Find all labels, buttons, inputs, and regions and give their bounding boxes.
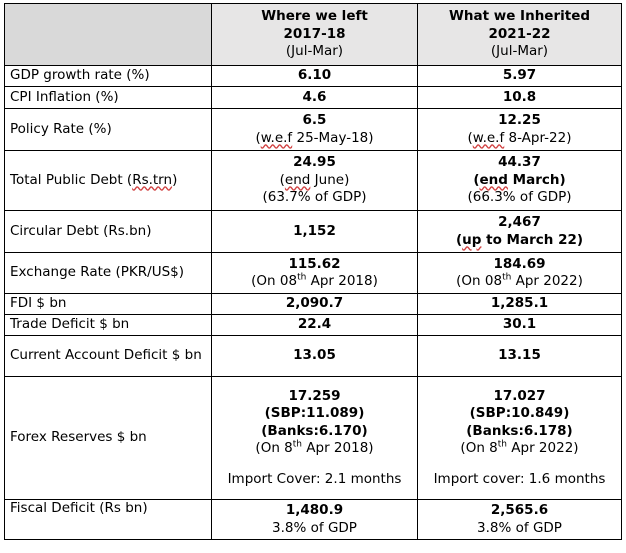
cell-2017-18 [212, 294, 418, 315]
cell-2021-22 [418, 315, 622, 336]
fx-date: Apr 2022) [511, 273, 583, 289]
fdi-value-2021-22: 1,285.1 [490, 295, 549, 312]
table-row-current-account [5, 336, 622, 377]
debt-label-a: Total Public Debt ( [10, 171, 133, 188]
row-label: Policy Rate (%) [5, 109, 212, 151]
table-row-exchange-rate [5, 253, 622, 294]
policy-value-2017-18: 6.5 [302, 112, 327, 128]
reserves-date: Apr 2018) [302, 440, 374, 457]
cell-2017-18 [212, 315, 418, 336]
cell-2017-18 [212, 66, 418, 87]
row-label: Exchange Rate (PKR/US$) [5, 253, 212, 294]
reserves-on: (On 8 [255, 440, 293, 457]
cell-2017-18 [212, 211, 418, 253]
policy-note-2021-22: (w.e.f 8-Apr-22) [467, 129, 572, 146]
debt-pct-2021-22: (66.3% of GDP) [467, 189, 572, 206]
header-col2-period: (Jul-Mar) [490, 43, 549, 60]
fiscal-value-2017-18: 1,480.9 [285, 502, 344, 518]
reserves-banks-2017-18: (Banks:6.170) [261, 422, 368, 439]
debt-end-month: June [310, 171, 345, 188]
reserves-sbp-2021-22: (SBP:10.849) [469, 405, 570, 422]
cell-2017-18 [212, 377, 418, 500]
header-col1-year: 2017-18 [283, 25, 346, 42]
cell-2021-22 [418, 377, 622, 500]
reserves-value-2021-22: 17.027 [493, 387, 546, 404]
cad-value-2021-22: 13.15 [498, 347, 541, 364]
fx-date: Apr 2018) [306, 273, 378, 289]
circular-value-2017-18: 1,152 [293, 222, 336, 239]
debt-pct-2017-18: (63.7% of GDP) [262, 189, 367, 206]
fx-sup: th [297, 272, 307, 283]
circular-value-2021-22: 2,467 [498, 214, 541, 230]
policy-value-2021-22: 12.25 [498, 112, 541, 128]
cell-2021-22 [418, 253, 622, 294]
cpi-value-2021-22: 10.8 [502, 88, 537, 105]
policy-note-date: 8-Apr-22 [504, 129, 567, 146]
cell-2021-22 [418, 336, 622, 377]
header-col-2017-18 [212, 4, 418, 66]
header-col2-year: 2021-22 [488, 25, 551, 42]
cell-2017-18 [212, 87, 418, 109]
reserves-value-2017-18: 17.259 [288, 387, 341, 404]
table-row-trade-deficit [5, 315, 622, 336]
row-label: CPI Inflation (%) [5, 87, 212, 109]
cpi-value-2017-18: 4.6 [302, 88, 327, 105]
fdi-value-2017-18: 2,090.7 [285, 295, 344, 312]
reserves-date-2021-22 [423, 440, 616, 458]
debt-period-2017-18: (end June) [279, 171, 350, 188]
cad-value-2017-18: 13.05 [293, 347, 336, 364]
table-row-cpi [5, 87, 622, 109]
debt-period-2021-22: (end March) [473, 171, 566, 188]
cell-2021-22 [418, 500, 622, 540]
row-label: Circular Debt (Rs.bn) [5, 211, 212, 253]
fiscal-pct-2021-22: 3.8% of GDP [477, 519, 562, 536]
header-blank-cell [5, 4, 212, 66]
debt-label-c: ) [172, 171, 178, 188]
import-cover-2017-18: Import Cover: 2.1 months [227, 470, 402, 487]
fx-value-2021-22: 184.69 [493, 255, 546, 272]
cell-2017-18 [212, 151, 418, 211]
table-row-fdi [5, 294, 622, 315]
policy-note-date: 25-May-18 [292, 129, 369, 146]
fx-sup: th [502, 272, 512, 283]
fiscal-pct-2017-18: 3.8% of GDP [272, 519, 357, 536]
cell-2017-18 [212, 109, 418, 151]
cell-2021-22 [418, 151, 622, 211]
fx-value-2017-18: 115.62 [288, 255, 341, 272]
table-row-forex-reserves [5, 377, 622, 500]
header-row [5, 4, 622, 66]
fx-on: (On 08 [251, 273, 298, 289]
reserves-sbp-2017-18: (SBP:11.089) [264, 405, 365, 422]
cell-2021-22 [418, 211, 622, 253]
reserves-sup: th [292, 439, 302, 450]
circular-up-rest: to March 22 [481, 231, 577, 248]
fx-on: (On 08 [456, 273, 503, 289]
gdp-value-2017-18: 6.10 [297, 67, 332, 84]
reserves-on: (On 8 [460, 440, 498, 457]
debt-value-2017-18: 24.95 [293, 154, 336, 171]
policy-note-prefix: w.e.f [472, 129, 505, 146]
cell-2021-22 [418, 66, 622, 87]
table-row-circular-debt [5, 211, 622, 253]
import-cover-2021-22: Import cover: 1.6 months [433, 470, 606, 487]
debt-end-word: end [284, 171, 311, 188]
cell-2017-18 [212, 253, 418, 294]
reserves-date-2017-18 [217, 440, 412, 458]
table-row-policy-rate [5, 109, 622, 151]
cell-2021-22 [418, 109, 622, 151]
row-label [5, 151, 212, 211]
debt-value-2021-22: 44.37 [498, 154, 541, 171]
cell-2021-22 [418, 294, 622, 315]
fx-date-2021-22 [423, 273, 616, 291]
row-label: GDP growth rate (%) [5, 66, 212, 87]
policy-note-2017-18: (w.e.f 25-May-18) [255, 129, 374, 146]
policy-note-prefix: w.e.f [260, 129, 293, 146]
row-label: Current Account Deficit $ bn [5, 336, 212, 377]
comparison-table [4, 3, 622, 540]
reserves-date: Apr 2022) [507, 440, 579, 457]
row-label: FDI $ bn [5, 294, 212, 315]
trade-value-2021-22: 30.1 [502, 316, 537, 333]
header-col-2021-22 [418, 4, 622, 66]
header-col1-period: (Jul-Mar) [285, 43, 344, 60]
cell-2017-18 [212, 500, 418, 540]
fx-date-2017-18 [217, 273, 412, 291]
table-row-public-debt [5, 151, 622, 211]
row-label: Fiscal Deficit (Rs bn) [5, 500, 212, 540]
header-col2-title: What we Inherited [448, 8, 591, 25]
cell-2021-22 [418, 87, 622, 109]
debt-end-month: March [507, 171, 560, 188]
table-row-fiscal-deficit [5, 500, 622, 540]
reserves-banks-2021-22: (Banks:6.178) [466, 422, 573, 439]
cell-2017-18 [212, 336, 418, 377]
table-row-gdp [5, 66, 622, 87]
reserves-sup: th [497, 439, 507, 450]
circular-up-word: up [462, 231, 482, 248]
circular-period-2021-22: (up to March 22) [455, 231, 584, 248]
fiscal-value-2021-22: 2,565.6 [490, 502, 549, 518]
row-label: Forex Reserves $ bn [5, 377, 212, 500]
debt-label-unit: Rs.trn [132, 171, 173, 188]
row-label: Trade Deficit $ bn [5, 315, 212, 336]
gdp-value-2021-22: 5.97 [502, 67, 537, 84]
header-col1-title: Where we left [261, 8, 368, 25]
trade-value-2017-18: 22.4 [297, 316, 332, 333]
debt-end-word: end [479, 171, 508, 188]
